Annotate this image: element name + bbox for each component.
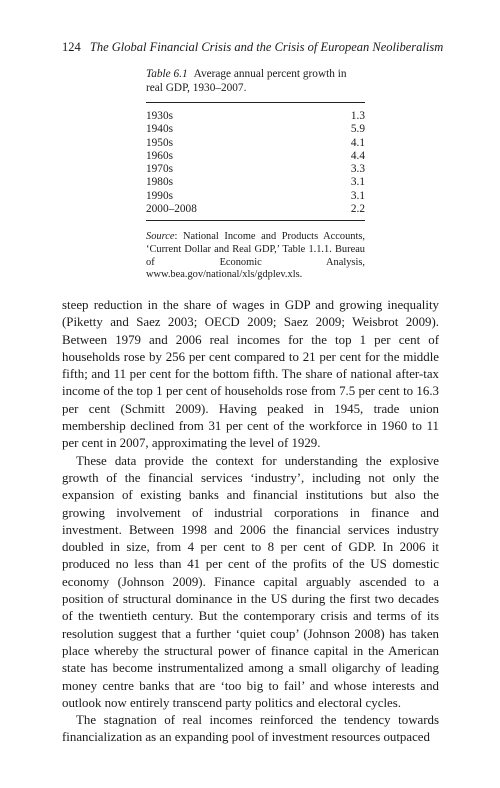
table-bottom-rule: [146, 220, 365, 221]
table-cell-value: 5.9: [350, 123, 365, 136]
table-cell-period: 1960s: [146, 149, 173, 162]
paragraph: The stagnation of real incomes reinforced the tendency towards financialization as an expanding pool of investment resources outpaced: [62, 713, 439, 745]
table-cell-value: 3.3: [350, 163, 365, 176]
table-row: [146, 190, 365, 203]
table-row: [146, 203, 365, 216]
table-source-note: [146, 231, 365, 281]
table-caption: [146, 67, 365, 95]
table-cell-period: 1970s: [146, 163, 173, 176]
book-title: The Global Financial Crisis and the Crisis of European Neoliberalism: [89, 40, 444, 54]
source-text: : National Income and Products Accounts, ‘Current Dollar and Real GDP,’ Table 1.1.1. Bureau of Economic Analysis, www.bea.gov/national/xls/gdplev.xls.: [146, 231, 365, 281]
table-cell-period: 2000–2008: [146, 203, 197, 216]
table-cell-period: 1940s: [146, 123, 173, 136]
table-body: [146, 103, 365, 220]
table-6-1: [146, 67, 365, 282]
table-caption-text: Average annual percent growth in real GDP, 1930–2007.: [146, 68, 347, 94]
body-text: [62, 297, 439, 747]
table-cell-period: 1980s: [146, 176, 173, 189]
running-head: [62, 40, 443, 55]
table-row: [146, 123, 365, 136]
table-cell-value: 1.3: [350, 110, 365, 122]
table-row: [146, 176, 365, 189]
table-cell-value: 4.1: [350, 136, 365, 149]
table-row: [146, 163, 365, 176]
table-number: Table 6.1: [146, 68, 188, 80]
page-number: 124: [62, 40, 81, 54]
paragraph: steep reduction in the share of wages in GDP and growing inequality (Piketty and Saez 2003; OECD 2009; Saez 2009; Weisbrot 2009). Between 1979 and 2006 real incomes for the top 1 per cent of households rose by 256 per cent compared to 21 per cent for the middle fifth; and 11 per cent for the bottom fifth. The share of national after-tax income of the top 1 per cent of households rose from 7.5 per cent to 16.3 per cent (Schmitt 2009). Having peaked in 1945, trade union membership declined from 31 per cent of the workforce in 1960 to 11 per cent in 2007, approximating the level of 1929.: [62, 298, 439, 451]
table-cell-value: 2.2: [350, 203, 365, 216]
table-cell-period: 1930s: [146, 110, 173, 122]
table-row: [146, 110, 365, 123]
paragraph: These data provide the context for understanding the explosive growth of the financial services ‘industry’, including not only the expansion of existing banks and financial institutions but also the growing involvement of industrial corporations in finance and investment. Between 1998 and 2006 the financial services industry doubled in size, from 4 per cent to 8 per cent of GDP. In 2006 it produced no less than 41 per cent of the profits of the US domestic economy (Johnson 2009). Finance capital arguably ascended to a position of structural dominance in the US during the first two decades of the twentieth century. But the contemporary crisis and terms of its resolution suggest that a further ‘quiet coup’ (Johnson 2008) has taken place whereby the structural power of finance capital in the American state has become instrumentalized among a small oligarchy of leading money centre banks that are ‘too big to fail’ and whose interests and outlook now entirely transcend party politics and electoral cycles.: [62, 453, 439, 710]
table-cell-value: 3.1: [350, 189, 365, 202]
table-row: [146, 137, 365, 150]
table-row: [146, 150, 365, 163]
table-cell-period: 1950s: [146, 136, 173, 149]
table-cell-value: 4.4: [350, 149, 365, 162]
source-label: Source: [146, 231, 175, 243]
table-cell-value: 3.1: [350, 176, 365, 189]
table-cell-period: 1990s: [146, 189, 173, 202]
